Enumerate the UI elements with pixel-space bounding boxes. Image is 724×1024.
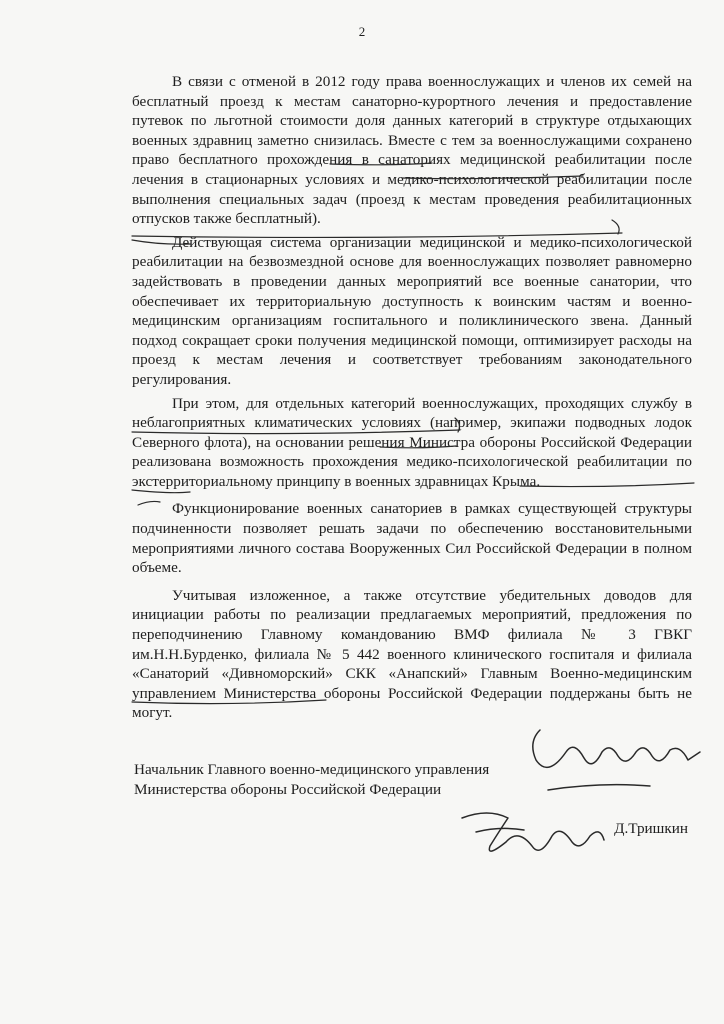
- paragraph-3: При этом, для отдельных категорий военнослужащих, проходящих службу в неблагоприятных климатических условиях (например, экипажи подводных лодок Северного флота), на основании решения Министра обороны Российской Федерации реализована возможность прохождения медико-психологической реабилитации по экстерриториальному принципу в военных здравницах Крыма.: [132, 394, 692, 490]
- signer-title-line-2: Министерства обороны Российской Федерации: [134, 781, 442, 798]
- signature-lower-flourish: [476, 828, 524, 832]
- page-number: 2: [358, 24, 366, 39]
- paragraph-2: Действующая система организации медицинской и медико-психологической реабилитации на безвозмездной основе для военнослужащих позволяет равномерно задействовать в проведении данных мероприятий все военные санатории, что обеспечивает их территориальную доступность к воинским частям и военно-медицинским организациям госпитального и поликлинического звена. Данный подход сокращает сроки получения медицинской помощи, оптимизирует расходы на проезд к местам лечения и соответствует требованиям законодательного регулирования.: [132, 233, 692, 388]
- signature-lower: [462, 813, 604, 851]
- signer-title-line-1: Начальник Главного военно-медицинского управления: [134, 761, 490, 778]
- letter-body: [132, 72, 692, 727]
- signer-name: Д.Тришкин: [614, 820, 688, 837]
- paragraph-4: Функционирование военных санаториев в рамках существующей структуры подчиненности позволяет решать задачи по обеспечению восстановительными мероприятиями личного состава Вооруженных Сил Российской Федерации в полном объеме.: [132, 500, 692, 577]
- paragraph-1: В связи с отменой в 2012 году права военнослужащих и членов их семей на бесплатный проезд к местам санаторно-курортного лечения и предоставление путевок по льготной стоимости доля данных категорий в структуре отдыхающих военных здравниц заметно снизилась. Вместе с тем за военнослужащими сохранено право бесплатного прохождения в санаториях медицинской реабилитации после лечения в стационарных условиях и медико-психологической реабилитации после выполнения специальных задач (проезд к местам проведения реабилитационных отпусков также бесплатный).: [132, 73, 692, 228]
- paragraph-5: Учитывая изложенное, а также отсутствие убедительных доводов для инициации работы по реализации предлагаемых мероприятий, предложения по переподчинению Главному командованию ВМФ филиала № 3 ГВКГ им.Н.Н.Бурденко, филиала № 5 442 военного клинического госпиталя и филиала «Санаторий «Дивноморский» СКК «Анапский» Главным Военно-медицинским управлением Министерства обороны Российской Федерации поддержаны быть не могут.: [132, 586, 692, 722]
- signature-block: [134, 760, 694, 800]
